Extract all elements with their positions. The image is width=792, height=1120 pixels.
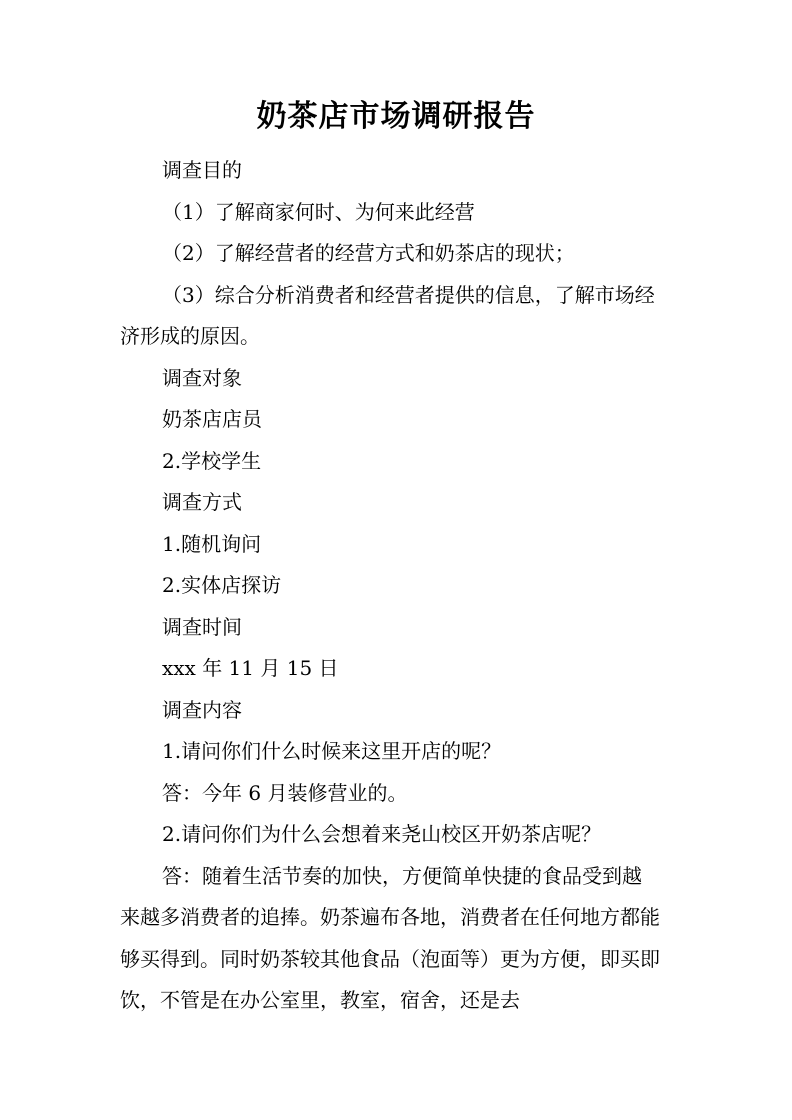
- paragraph: 调查对象: [162, 365, 242, 390]
- paragraph: 调查方式: [162, 490, 242, 514]
- paragraph: （1）了解商家何时、为何来此经营: [162, 199, 475, 224]
- paragraph: xxx 年 11 月 15 日: [162, 656, 339, 680]
- paragraph: （2）了解经营者的经营方式和奶茶店的现状；: [162, 241, 575, 265]
- paragraph: 1.请问你们什么时候来这里开店的呢？: [162, 739, 502, 763]
- paragraph: 2.请问你们为什么会想着来尧山校区开奶茶店呢？: [162, 822, 602, 846]
- paragraph: 调查目的: [162, 158, 242, 182]
- document-title: 奶茶店市场调研报告: [256, 99, 536, 134]
- document-body: [120, 150, 660, 1022]
- paragraph: 2.学校学生: [162, 448, 262, 473]
- paragraph: 调查内容: [162, 697, 242, 722]
- paragraph: 2.实体店探访: [162, 573, 282, 597]
- paragraph: 1.随机询问: [162, 531, 262, 556]
- paragraph: 答：随着生活节奏的加快，方便简单快捷的食品受到越来越多消费者的追捧。奶茶遍布各地，消费者在任何地方都能够买得到。同时奶茶较其他食品（泡面等）更为方便，即买即饮，不管是在办公室里，教室，宿舍，还是去: [120, 863, 660, 1012]
- paragraph: 调查时间: [162, 614, 242, 639]
- paragraph: 奶茶店店员: [162, 407, 262, 431]
- paragraph: （3）综合分析消费者和经营者提供的信息，了解市场经济形成的原因。: [120, 282, 655, 348]
- paragraph: 答：今年 6 月装修营业的。: [162, 780, 408, 805]
